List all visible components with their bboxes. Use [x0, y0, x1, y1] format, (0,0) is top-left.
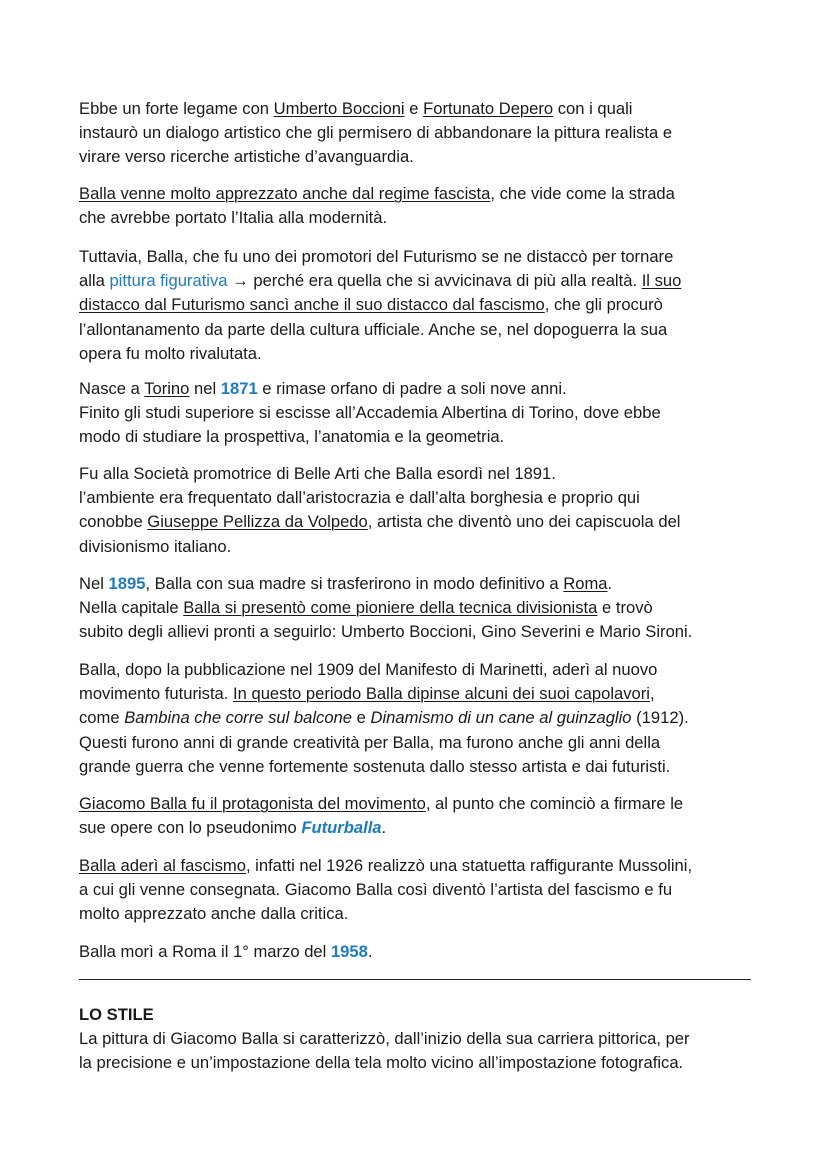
- artwork-dinamismo: Dinamismo di un cane al guinzaglio: [370, 708, 632, 728]
- paragraph-futurismo: Balla, dopo la pubblicazione nel 1909 del Manifesto di Marinetti, aderì al nuovo movimento futurista. In questo periodo Balla dipinse alcuni dei suoi capolavori, come Bambina che corre sul balcone e Dinamismo di un cane al guinzaglio (1912). Questi furono anni di grande creatività per Balla, ma furono anche gli anni della grande guerra che venne fortemente sostenuta dallo stesso artista e dai futuristi.: [79, 660, 689, 776]
- paragraph-legame: Ebbe un forte legame con Umberto Boccioni e Fortunato Depero con i quali instaurò un dialogo artistico che gli permisero di abbandonare la pittura realista e virare verso ricerche artistiche d’avanguardia.: [79, 99, 673, 167]
- year-1895: 1895: [108, 574, 146, 593]
- paragraph-fascismo: Balla aderì al fascismo, infatti nel 1926 realizzò una statuetta raffigurante Mussolini, a cui gli venne consegnata. Giacomo Balla così diventò l’artista del fascismo e fu molto apprezzato anche dalla critica.: [79, 856, 693, 924]
- aderi-highlight: Balla aderì al fascismo: [79, 856, 246, 875]
- pioniere-highlight: Balla si presentò come pioniere della tecnica divisionista: [183, 598, 598, 618]
- depero-link: Fortunato Depero: [423, 99, 554, 118]
- section-heading-stile: LO STILE: [79, 1005, 154, 1024]
- futurballa-term: Futurballa: [301, 818, 382, 838]
- artwork-bambina: Bambina che corre sul balcone: [124, 708, 353, 728]
- arrow-icon: →: [227, 271, 254, 291]
- pellizza-link: Giuseppe Pellizza da Volpedo: [147, 512, 368, 532]
- regime-highlight: Balla venne molto apprezzato anche dal regime fascista: [79, 184, 491, 203]
- paragraph-nascita: Nasce a Torino nel 1871 e rimase orfano di padre a soli nove anni. Finito gli studi superiore si escisse all’Accademia Albertina di Torino, dove ebbe modo di studiare la prospettiva, l’anatomia e la geometria.: [79, 379, 661, 447]
- paragraph-roma: Nel 1895, Balla con sua madre si trasferirono in modo definitivo a Roma. Nella capitale Balla si presentò come pioniere della tecnica divisionista e trovò subito degli allievi pronti a seguirlo: Umberto Boccioni, Gino Severini e Mario Sironi.: [79, 574, 693, 642]
- paragraph-protagonista: Giacomo Balla fu il protagonista del movimento, al punto che cominciò a firmare le sue opere con lo pseudonimo Futurballa.: [79, 794, 684, 838]
- pittura-figurativa-term: pittura figurativa: [109, 271, 228, 291]
- capolavori-highlight: In questo periodo Balla dipinse alcuni dei suoi capolavori: [233, 684, 650, 704]
- paragraph-morte: Balla morì a Roma il 1° marzo del 1958.: [79, 942, 373, 961]
- section-stile: LO STILE La pittura di Giacomo Balla si caratterizzò, dall’inizio della sua carriera pittorica, per la precisione e un’impostazione della tela molto vicino all’impostazione fotografica.: [79, 1005, 690, 1073]
- torino-link: Torino: [144, 379, 190, 398]
- paragraph-esordio: Fu alla Società promotrice di Belle Arti che Balla esordì nel 1891. l’ambiente era frequentato dall’aristocrazia e dall’alta borghesia e proprio qui conobbe Giuseppe Pellizza da Volpedo, artista che diventò uno dei capiscuola del divisionismo italiano.: [79, 464, 681, 556]
- year-1871: 1871: [220, 379, 258, 398]
- paragraph-distacco: Tuttavia, Balla, che fu uno dei promotori del Futurismo se ne distaccò per tornare alla pittura figurativa → perché era quella che si avvicinava di più alla realtà. Il suo distacco dal Futurismo sancì anche il suo distacco dal fascismo, che gli procurò l’allontanamento da parte della cultura ufficiale. Anche se, nel dopoguerra la sua opera fu molto rivalutata.: [79, 247, 682, 363]
- boccioni-link: Umberto Boccioni: [273, 99, 405, 118]
- year-1958: 1958: [330, 942, 368, 961]
- protagonista-highlight: Giacomo Balla fu il protagonista del movimento: [79, 794, 426, 813]
- section-divider: [79, 979, 751, 980]
- roma-link: Roma: [563, 574, 608, 593]
- paragraph-regime: Balla venne molto apprezzato anche dal regime fascista, che vide come la strada che avrebbe portato l’Italia alla modernità.: [79, 184, 675, 228]
- distacco-highlight: distacco dal Futurismo sancì anche il suo distacco dal fascismo: [79, 295, 545, 315]
